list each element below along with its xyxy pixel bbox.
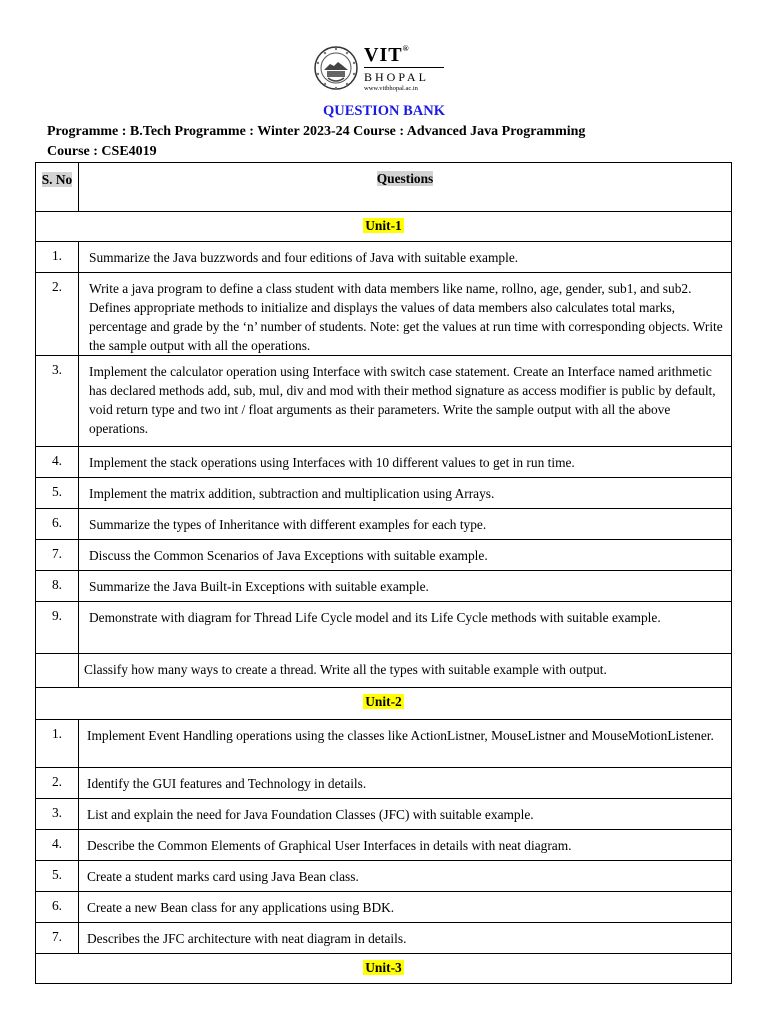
question-text: Summarize the Java Built-in Exceptions with suitable example. xyxy=(79,571,732,602)
logo-url: www.vitbhopal.ac.in xyxy=(364,85,418,92)
logo-divider xyxy=(364,67,444,68)
question-text: List and explain the need for Java Foundation Classes (JFC) with suitable example. xyxy=(79,799,732,830)
question-text: Classify how many ways to create a thread. Write all the types with suitable example with output. xyxy=(79,654,732,688)
question-number: 4. xyxy=(36,447,79,478)
question-number: 2. xyxy=(36,273,79,356)
question-text: Implement the stack operations using Interfaces with 10 different values to get in run time. xyxy=(79,447,732,478)
question-text: Summarize the Java buzzwords and four editions of Java with suitable example. xyxy=(79,242,732,273)
header-questions: Questions xyxy=(79,163,732,212)
table-row xyxy=(36,892,732,923)
table-row xyxy=(36,478,732,509)
question-text: Create a student marks card using Java Bean class. xyxy=(79,861,732,892)
table-row xyxy=(36,242,732,273)
table-row xyxy=(36,273,732,356)
vit-bhopal-logo xyxy=(314,44,454,96)
question-number: 5. xyxy=(36,861,79,892)
question-table xyxy=(35,162,732,984)
unit-label: Unit-1 xyxy=(365,218,402,233)
unit-label: Unit-2 xyxy=(365,694,402,709)
question-text: Discuss the Common Scenarios of Java Exceptions with suitable example. xyxy=(79,540,732,571)
question-number: 6. xyxy=(36,892,79,923)
table-row xyxy=(36,923,732,954)
table-row xyxy=(36,768,732,799)
unit-heading xyxy=(36,688,732,720)
question-number: 9. xyxy=(36,602,79,654)
unit-heading xyxy=(36,954,732,984)
table-row xyxy=(36,540,732,571)
question-text: Identify the GUI features and Technology in details. xyxy=(79,768,732,799)
course-code-line: Course : CSE4019 xyxy=(47,144,157,159)
question-text: Implement the matrix addition, subtraction and multiplication using Arrays. xyxy=(79,478,732,509)
table-row xyxy=(36,830,732,861)
question-number: 6. xyxy=(36,509,79,540)
question-number: 4. xyxy=(36,830,79,861)
question-number xyxy=(36,654,79,688)
question-text: Implement Event Handling operations using the classes like ActionListner, MouseListner and MouseMotionListener. xyxy=(79,720,732,768)
unit-row xyxy=(36,688,732,720)
table-row xyxy=(36,602,732,654)
table-header-row xyxy=(36,163,732,212)
table-row xyxy=(36,509,732,540)
question-number: 3. xyxy=(36,356,79,447)
table-row xyxy=(36,571,732,602)
programme-line: Programme : B.Tech Programme : Winter 2023-24 Course : Advanced Java Programming xyxy=(47,124,586,139)
question-number: 7. xyxy=(36,923,79,954)
logo-campus: BHOPAL xyxy=(364,70,429,84)
table-row xyxy=(36,654,732,688)
header-sno: S. No xyxy=(36,163,79,212)
page-title: QUESTION BANK xyxy=(322,103,446,119)
question-number: 1. xyxy=(36,242,79,273)
table-row xyxy=(36,356,732,447)
question-number: 3. xyxy=(36,799,79,830)
question-text: Write a java program to define a class student with data members like name, rollno, age, gender, sub1, and sub2. Defines appropriate methods to initialize and displays the values of data members also calculates total marks, percentage and grade by the ‘n’ number of students. Note: get the values at run time with corresponding objects. Write the sample output with all the operations. xyxy=(79,273,732,356)
university-seal-icon xyxy=(314,44,358,94)
unit-label: Unit-3 xyxy=(365,960,402,975)
unit-row xyxy=(36,212,732,242)
logo-brand: VIT® xyxy=(364,44,410,66)
question-text: Summarize the types of Inheritance with different examples for each type. xyxy=(79,509,732,540)
question-number: 8. xyxy=(36,571,79,602)
logo-registered-mark: ® xyxy=(402,44,410,53)
question-number: 1. xyxy=(36,720,79,768)
table-row xyxy=(36,799,732,830)
table-row xyxy=(36,720,732,768)
table-row xyxy=(36,447,732,478)
unit-heading xyxy=(36,212,732,242)
question-text: Describes the JFC architecture with neat diagram in details. xyxy=(79,923,732,954)
question-number: 2. xyxy=(36,768,79,799)
table-row xyxy=(36,861,732,892)
question-number: 7. xyxy=(36,540,79,571)
question-text: Demonstrate with diagram for Thread Life Cycle model and its Life Cycle methods with suitable example. xyxy=(79,602,732,654)
unit-row xyxy=(36,954,732,984)
question-number: 5. xyxy=(36,478,79,509)
question-text: Implement the calculator operation using Interface with switch case statement. Create an Interface named arithmetic has declared methods add, sub, mul, div and mod with their method signature as access modifier is public by default, void return type and two int / float arguments as their parameters. Write the sample output with all the above operations. xyxy=(79,356,732,447)
question-text: Create a new Bean class for any applications using BDK. xyxy=(79,892,732,923)
question-text: Describe the Common Elements of Graphical User Interfaces in details with neat diagram. xyxy=(79,830,732,861)
